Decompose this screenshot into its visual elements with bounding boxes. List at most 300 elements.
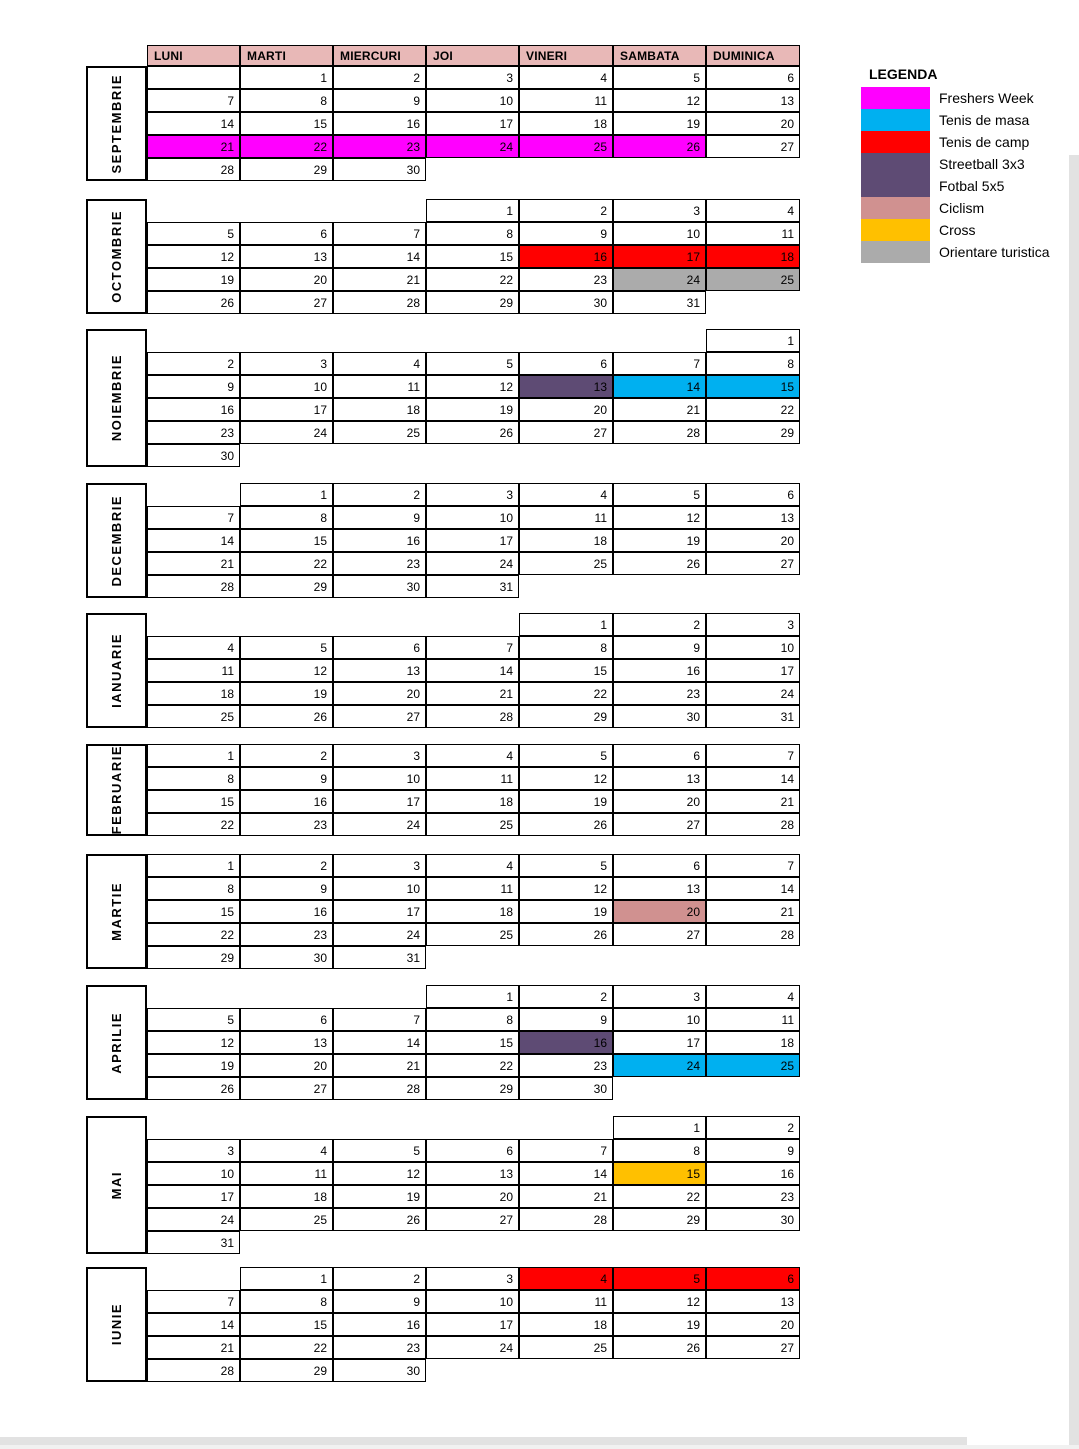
day-cell: 29 (240, 1359, 333, 1382)
page-edge-bottom (0, 1437, 967, 1445)
month-label (86, 985, 147, 1100)
day-cell: 23 (333, 552, 426, 575)
day-cell: 1 (426, 985, 519, 1008)
day-cell: 13 (613, 767, 706, 790)
day-cell-event: 15 (613, 1162, 706, 1185)
legend-title: LEGENDA (869, 66, 938, 82)
weekday-header-cell: MARTI (240, 45, 333, 66)
legend-label: Tenis de masa (939, 112, 1030, 128)
day-cell: 27 (613, 923, 706, 946)
day-cell: 11 (519, 506, 613, 529)
day-cell: 3 (613, 199, 706, 222)
day-cell: 4 (706, 985, 800, 1008)
day-cell: 21 (147, 1336, 240, 1359)
day-cell: 19 (613, 1313, 706, 1336)
day-cell: 25 (426, 813, 519, 836)
month-label (86, 854, 147, 969)
day-cell: 26 (333, 1208, 426, 1231)
day-cell: 16 (240, 900, 333, 923)
day-cell: 2 (519, 199, 613, 222)
day-cell: 21 (147, 552, 240, 575)
day-cell: 27 (333, 705, 426, 728)
day-cell: 9 (240, 767, 333, 790)
month-label-text: FEBRUARIE (109, 745, 124, 835)
day-cell: 28 (333, 1077, 426, 1100)
day-cell: 15 (426, 1031, 519, 1054)
day-cell: 26 (426, 421, 519, 444)
day-cell: 26 (519, 923, 613, 946)
day-cell: 6 (240, 222, 333, 245)
day-cell: 28 (519, 1208, 613, 1231)
day-cell: 7 (426, 636, 519, 659)
day-cell: 19 (147, 1054, 240, 1077)
day-cell: 25 (147, 705, 240, 728)
day-cell: 30 (147, 444, 240, 467)
month-label (86, 483, 147, 598)
day-cell: 23 (613, 682, 706, 705)
day-cell: 15 (240, 1313, 333, 1336)
day-cell: 2 (519, 985, 613, 1008)
day-cell-event: 23 (333, 135, 426, 158)
day-cell: 11 (426, 877, 519, 900)
day-cell: 19 (240, 682, 333, 705)
month-label-text: IUNIE (109, 1303, 124, 1346)
day-cell: 1 (613, 1116, 706, 1139)
day-cell: 12 (147, 1031, 240, 1054)
day-cell: 7 (333, 222, 426, 245)
day-cell: 20 (240, 268, 333, 291)
day-cell: 12 (519, 767, 613, 790)
day-cell: 28 (147, 1359, 240, 1382)
day-cell-event: 24 (426, 135, 519, 158)
day-cell: 15 (240, 529, 333, 552)
day-cell: 5 (519, 854, 613, 877)
weekday-header-cell: LUNI (147, 45, 240, 66)
day-cell: 22 (147, 813, 240, 836)
day-cell: 21 (333, 1054, 426, 1077)
day-cell-event: 22 (240, 135, 333, 158)
day-cell: 18 (426, 790, 519, 813)
day-cell: 7 (333, 1008, 426, 1031)
day-cell: 25 (333, 421, 426, 444)
day-cell: 14 (706, 767, 800, 790)
day-cell: 20 (706, 1313, 800, 1336)
day-cell: 12 (240, 659, 333, 682)
legend-item (861, 109, 1029, 131)
day-cell: 19 (519, 790, 613, 813)
legend-swatch (861, 219, 930, 241)
day-cell: 26 (147, 1077, 240, 1100)
legend-swatch (861, 175, 930, 197)
legend-swatch (861, 131, 930, 153)
weekday-header-cell: MIERCURI (333, 45, 426, 66)
day-cell-event: 18 (706, 245, 800, 268)
day-cell: 22 (519, 682, 613, 705)
day-cell: 27 (706, 552, 800, 575)
day-cell-event: 15 (706, 375, 800, 398)
day-cell: 3 (240, 352, 333, 375)
day-cell: 20 (333, 682, 426, 705)
day-cell: 15 (240, 112, 333, 135)
day-cell-event: 20 (613, 900, 706, 923)
day-cell: 9 (613, 636, 706, 659)
day-cell: 25 (240, 1208, 333, 1231)
day-cell: 20 (519, 398, 613, 421)
day-cell: 9 (240, 877, 333, 900)
day-cell: 16 (333, 112, 426, 135)
month-label (86, 613, 147, 728)
day-cell: 11 (147, 659, 240, 682)
day-cell: 29 (426, 1077, 519, 1100)
day-cell: 2 (240, 744, 333, 767)
day-cell: 8 (519, 636, 613, 659)
day-cell-event: 24 (613, 268, 706, 291)
day-cell: 12 (147, 245, 240, 268)
day-cell: 14 (333, 1031, 426, 1054)
day-cell: 8 (147, 767, 240, 790)
day-cell: 18 (519, 529, 613, 552)
day-cell: 23 (519, 1054, 613, 1077)
day-cell: 14 (147, 1313, 240, 1336)
day-cell: 6 (519, 352, 613, 375)
day-cell: 29 (613, 1208, 706, 1231)
day-cell-event: 16 (519, 1031, 613, 1054)
day-cell: 18 (333, 398, 426, 421)
day-cell-event: 26 (613, 135, 706, 158)
day-cell: 7 (613, 352, 706, 375)
day-cell: 11 (426, 767, 519, 790)
day-cell: 27 (240, 291, 333, 314)
legend-item (861, 153, 1025, 175)
day-cell: 22 (240, 552, 333, 575)
day-cell: 7 (519, 1139, 613, 1162)
day-cell: 29 (706, 421, 800, 444)
day-cell: 30 (333, 1359, 426, 1382)
day-cell: 9 (333, 1290, 426, 1313)
day-cell: 15 (147, 900, 240, 923)
day-cell: 10 (333, 877, 426, 900)
day-cell: 4 (426, 854, 519, 877)
day-cell: 1 (147, 744, 240, 767)
day-cell: 28 (333, 291, 426, 314)
day-cell-event: 21 (147, 135, 240, 158)
day-cell: 13 (333, 659, 426, 682)
weekday-header-cell: JOI (426, 45, 519, 66)
month-label (86, 199, 147, 314)
day-cell: 14 (426, 659, 519, 682)
legend-label: Fotbal 5x5 (939, 178, 1005, 194)
day-cell: 3 (706, 613, 800, 636)
day-cell: 2 (333, 483, 426, 506)
day-cell: 10 (147, 1162, 240, 1185)
day-cell: 12 (333, 1162, 426, 1185)
day-cell: 25 (426, 923, 519, 946)
day-cell: 24 (333, 923, 426, 946)
day-cell: 2 (240, 854, 333, 877)
day-cell: 24 (240, 421, 333, 444)
day-cell: 16 (147, 398, 240, 421)
day-cell: 11 (240, 1162, 333, 1185)
day-cell: 29 (519, 705, 613, 728)
day-cell: 22 (706, 398, 800, 421)
day-cell: 24 (147, 1208, 240, 1231)
day-cell: 27 (240, 1077, 333, 1100)
day-cell: 8 (147, 877, 240, 900)
day-cell: 28 (706, 923, 800, 946)
month-label-text: MARTIE (109, 882, 124, 941)
day-cell: 20 (426, 1185, 519, 1208)
day-cell: 11 (706, 1008, 800, 1031)
day-cell: 30 (613, 705, 706, 728)
day-cell: 5 (613, 483, 706, 506)
day-cell: 6 (706, 66, 800, 89)
legend-swatch (861, 153, 930, 175)
day-cell: 8 (613, 1139, 706, 1162)
day-cell: 15 (426, 245, 519, 268)
day-cell: 6 (613, 854, 706, 877)
day-cell: 24 (426, 552, 519, 575)
day-cell: 23 (240, 923, 333, 946)
day-cell: 25 (519, 1336, 613, 1359)
day-cell: 12 (613, 1290, 706, 1313)
day-cell: 20 (706, 529, 800, 552)
day-cell: 21 (613, 398, 706, 421)
day-cell: 26 (613, 1336, 706, 1359)
day-cell: 18 (519, 1313, 613, 1336)
day-cell: 19 (613, 112, 706, 135)
day-cell-event: 25 (706, 1054, 800, 1077)
day-cell: 14 (333, 245, 426, 268)
day-cell: 8 (240, 506, 333, 529)
month-label-text: OCTOMBRIE (109, 210, 124, 303)
day-cell: 24 (426, 1336, 519, 1359)
day-cell: 16 (333, 1313, 426, 1336)
day-cell: 10 (333, 767, 426, 790)
day-cell: 3 (613, 985, 706, 1008)
day-cell: 31 (147, 1231, 240, 1254)
day-cell: 26 (613, 552, 706, 575)
day-cell: 1 (240, 1267, 333, 1290)
legend-label: Orientare turistica (939, 244, 1050, 260)
day-cell: 5 (519, 744, 613, 767)
day-cell: 30 (519, 291, 613, 314)
day-cell: 2 (613, 613, 706, 636)
day-cell: 3 (426, 483, 519, 506)
day-cell: 12 (519, 877, 613, 900)
day-cell: 21 (426, 682, 519, 705)
month-label (86, 744, 147, 836)
legend-swatch (861, 241, 930, 263)
day-cell: 12 (426, 375, 519, 398)
day-cell: 19 (147, 268, 240, 291)
day-cell: 22 (240, 1336, 333, 1359)
day-cell: 29 (147, 946, 240, 969)
day-cell: 4 (519, 483, 613, 506)
day-cell: 20 (706, 112, 800, 135)
day-cell: 17 (240, 398, 333, 421)
day-cell: 3 (333, 744, 426, 767)
weekday-header-cell: DUMINICA (706, 45, 800, 66)
day-cell: 14 (706, 877, 800, 900)
day-cell: 16 (613, 659, 706, 682)
day-cell: 11 (706, 222, 800, 245)
day-cell: 10 (426, 89, 519, 112)
day-cell: 17 (426, 1313, 519, 1336)
day-cell: 4 (333, 352, 426, 375)
day-cell: 4 (426, 744, 519, 767)
day-cell: 20 (240, 1054, 333, 1077)
day-cell: 18 (426, 900, 519, 923)
day-cell-event: 5 (613, 1267, 706, 1290)
legend-item (861, 197, 984, 219)
day-cell: 23 (333, 1336, 426, 1359)
page-edge-bottom-line (0, 1445, 1079, 1449)
day-cell: 7 (147, 89, 240, 112)
day-cell: 6 (333, 636, 426, 659)
day-cell: 7 (147, 1290, 240, 1313)
legend-swatch (861, 87, 930, 109)
month-label-text: IANUARIE (109, 633, 124, 708)
day-cell: 3 (426, 1267, 519, 1290)
day-cell: 1 (426, 199, 519, 222)
month-label (86, 1267, 147, 1382)
day-cell: 28 (706, 813, 800, 836)
day-cell: 10 (426, 506, 519, 529)
day-cell: 6 (706, 483, 800, 506)
day-cell (147, 66, 240, 89)
day-cell: 26 (519, 813, 613, 836)
day-cell-event: 4 (519, 1267, 613, 1290)
day-cell: 27 (613, 813, 706, 836)
day-cell: 16 (240, 790, 333, 813)
day-cell: 21 (519, 1185, 613, 1208)
day-cell: 11 (519, 89, 613, 112)
legend-label: Streetball 3x3 (939, 156, 1025, 172)
day-cell: 12 (613, 89, 706, 112)
day-cell: 30 (706, 1208, 800, 1231)
day-cell: 22 (426, 268, 519, 291)
day-cell-event: 13 (519, 375, 613, 398)
day-cell: 5 (333, 1139, 426, 1162)
legend-item (861, 241, 1049, 263)
month-label-text: NOIEMBRIE (109, 354, 124, 442)
day-cell: 14 (147, 529, 240, 552)
day-cell: 25 (519, 552, 613, 575)
day-cell: 15 (519, 659, 613, 682)
weekday-header-cell: VINERI (519, 45, 613, 66)
month-label (86, 1116, 147, 1254)
day-cell: 8 (426, 222, 519, 245)
day-cell: 23 (147, 421, 240, 444)
day-cell: 10 (706, 636, 800, 659)
day-cell: 1 (240, 483, 333, 506)
day-cell: 20 (613, 790, 706, 813)
day-cell: 31 (426, 575, 519, 598)
day-cell: 30 (519, 1077, 613, 1100)
day-cell: 22 (426, 1054, 519, 1077)
day-cell: 22 (613, 1185, 706, 1208)
day-cell: 21 (706, 900, 800, 923)
day-cell: 29 (240, 575, 333, 598)
page-edge-right (1069, 155, 1079, 1449)
day-cell: 22 (147, 923, 240, 946)
day-cell: 17 (333, 900, 426, 923)
day-cell: 19 (613, 529, 706, 552)
day-cell: 8 (426, 1008, 519, 1031)
day-cell: 5 (426, 352, 519, 375)
day-cell: 19 (519, 900, 613, 923)
day-cell: 13 (706, 506, 800, 529)
day-cell: 27 (426, 1208, 519, 1231)
day-cell: 18 (519, 112, 613, 135)
day-cell: 2 (706, 1116, 800, 1139)
day-cell: 3 (147, 1139, 240, 1162)
day-cell: 29 (240, 158, 333, 181)
day-cell: 24 (706, 682, 800, 705)
day-cell: 17 (333, 790, 426, 813)
day-cell: 28 (147, 158, 240, 181)
day-cell: 11 (333, 375, 426, 398)
day-cell: 13 (426, 1162, 519, 1185)
month-label-text: APRILIE (109, 1011, 124, 1074)
day-cell: 1 (706, 329, 800, 352)
day-cell: 28 (147, 575, 240, 598)
legend-item (861, 87, 1034, 109)
day-cell: 18 (147, 682, 240, 705)
day-cell: 26 (147, 291, 240, 314)
day-cell: 17 (147, 1185, 240, 1208)
day-cell: 5 (613, 66, 706, 89)
day-cell: 10 (613, 222, 706, 245)
day-cell: 30 (333, 158, 426, 181)
weekday-header-cell: SAMBATA (613, 45, 706, 66)
day-cell: 19 (426, 398, 519, 421)
day-cell: 2 (147, 352, 240, 375)
day-cell: 11 (519, 1290, 613, 1313)
month-label (86, 66, 147, 181)
day-cell: 6 (240, 1008, 333, 1031)
day-cell: 5 (147, 1008, 240, 1031)
day-cell: 4 (240, 1139, 333, 1162)
day-cell: 17 (706, 659, 800, 682)
day-cell: 9 (519, 222, 613, 245)
day-cell-event: 14 (613, 375, 706, 398)
day-cell: 10 (426, 1290, 519, 1313)
month-label-text: DECEMBRIE (109, 494, 124, 587)
month-label (86, 329, 147, 467)
day-cell-event: 24 (613, 1054, 706, 1077)
day-cell: 21 (333, 268, 426, 291)
day-cell: 17 (426, 529, 519, 552)
day-cell: 3 (426, 66, 519, 89)
day-cell: 5 (240, 636, 333, 659)
day-cell: 7 (147, 506, 240, 529)
day-cell: 31 (613, 291, 706, 314)
day-cell: 9 (333, 506, 426, 529)
day-cell: 31 (706, 705, 800, 728)
day-cell: 9 (706, 1139, 800, 1162)
day-cell: 5 (147, 222, 240, 245)
day-cell: 21 (706, 790, 800, 813)
day-cell: 10 (613, 1008, 706, 1031)
day-cell: 17 (426, 112, 519, 135)
day-cell-event: 6 (706, 1267, 800, 1290)
day-cell: 18 (706, 1031, 800, 1054)
day-cell: 13 (706, 1290, 800, 1313)
day-cell-event: 25 (519, 135, 613, 158)
day-cell: 4 (519, 66, 613, 89)
legend-item (861, 219, 976, 241)
